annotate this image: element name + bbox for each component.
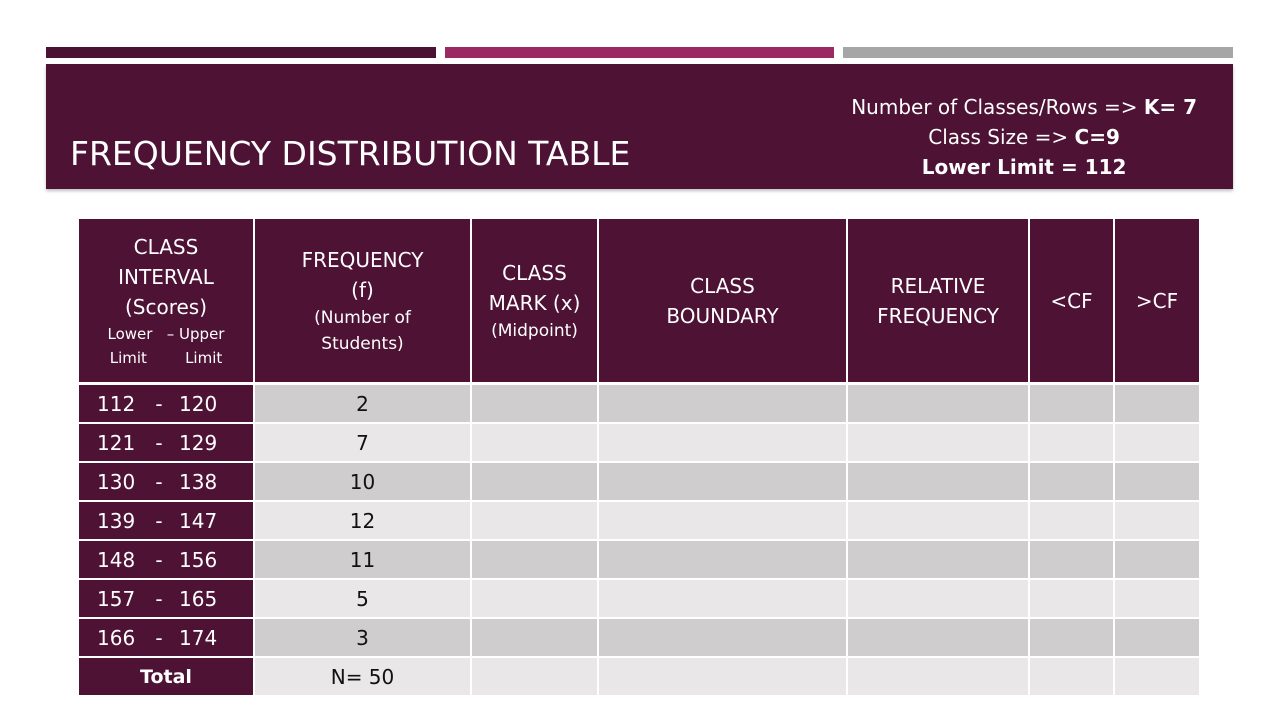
header-class-boundary-line1: CLASS <box>690 273 755 298</box>
frequency-cell: 7 <box>254 423 471 462</box>
relative-frequency-cell <box>847 579 1029 618</box>
relative-frequency-cell <box>847 423 1029 462</box>
table-row <box>79 501 1199 540</box>
greater-cf-cell <box>1114 423 1199 462</box>
relative-frequency-cell <box>847 618 1029 657</box>
greater-cf-cell <box>1114 501 1199 540</box>
greater-cf-cell <box>1114 657 1199 696</box>
interval-dash: - <box>155 508 163 533</box>
total-frequency: N= 50 <box>254 657 471 696</box>
header-class-mark-line1: CLASS <box>502 260 567 285</box>
info-size-line <box>851 122 1197 152</box>
header-dash: – <box>166 324 175 343</box>
table-row <box>79 579 1199 618</box>
class-boundary-cell <box>598 462 847 501</box>
class-mark-cell <box>471 501 598 540</box>
table-row <box>79 462 1199 501</box>
header-class-mark-line3: (Midpoint) <box>491 320 578 341</box>
lower-limit: 130 <box>97 469 136 494</box>
interval-dash: - <box>155 625 163 650</box>
header-class-interval <box>79 219 254 384</box>
greater-cf-cell <box>1114 579 1199 618</box>
less-cf-cell <box>1029 423 1114 462</box>
upper-limit: 174 <box>179 625 218 650</box>
header-relative-frequency <box>847 219 1029 384</box>
header-class-mark-line2: MARK (x) <box>488 290 581 315</box>
header-class-mark <box>471 219 598 384</box>
title-banner <box>46 64 1233 189</box>
header-frequency-line1: FREQUENCY <box>301 247 424 272</box>
less-cf-cell <box>1029 540 1114 579</box>
table-row <box>79 540 1199 579</box>
frequency-cell: 5 <box>254 579 471 618</box>
frequency-distribution-table <box>79 219 1199 697</box>
less-cf-cell <box>1029 384 1114 424</box>
class-boundary-cell <box>598 540 847 579</box>
header-less-cf: <CF <box>1029 219 1114 384</box>
less-cf-cell <box>1029 462 1114 501</box>
header-limit-2: Limit <box>185 348 223 367</box>
frequency-cell: 11 <box>254 540 471 579</box>
class-boundary-cell <box>598 618 847 657</box>
header-class-interval-line1: CLASS <box>133 234 199 259</box>
interval-dash: - <box>155 586 163 611</box>
greater-cf-cell <box>1114 618 1199 657</box>
table-row <box>79 618 1199 657</box>
header-relative-frequency-line2: FREQUENCY <box>877 303 999 328</box>
less-cf-cell <box>1029 618 1114 657</box>
upper-limit: 156 <box>179 547 218 572</box>
table-row <box>79 423 1199 462</box>
frequency-cell: 2 <box>254 384 471 424</box>
table-row <box>79 384 1199 424</box>
header-frequency-line2: (f) <box>351 277 374 302</box>
class-mark-cell <box>471 579 598 618</box>
class-boundary-cell <box>598 384 847 424</box>
header-frequency <box>254 219 471 384</box>
class-interval-cell <box>79 462 254 501</box>
lower-limit: 112 <box>97 391 136 416</box>
header-limit-1: Limit <box>109 348 147 367</box>
total-label: Total <box>79 657 254 696</box>
lower-limit: 166 <box>97 625 136 650</box>
header-frequency-line3: (Number of <box>314 307 411 328</box>
class-interval-cell <box>79 579 254 618</box>
interval-dash: - <box>155 547 163 572</box>
class-interval-cell <box>79 423 254 462</box>
header-upper: Upper <box>179 324 225 343</box>
class-mark-cell <box>471 657 598 696</box>
class-boundary-cell <box>598 423 847 462</box>
header-class-interval-line2: INTERVAL <box>118 264 214 289</box>
frequency-table-container <box>79 219 1199 697</box>
upper-limit: 129 <box>179 430 218 455</box>
class-mark-cell <box>471 618 598 657</box>
class-interval-cell <box>79 618 254 657</box>
info-classes-label: Number of Classes/Rows => <box>851 95 1144 119</box>
lower-limit: 148 <box>97 547 136 572</box>
frequency-cell: 3 <box>254 618 471 657</box>
lower-limit: 157 <box>97 586 136 611</box>
total-row <box>79 657 1199 696</box>
info-size-value: C=9 <box>1074 125 1120 149</box>
info-lower-limit: Lower Limit = 112 <box>921 155 1127 179</box>
less-cf-cell <box>1029 579 1114 618</box>
greater-cf-cell <box>1114 462 1199 501</box>
greater-cf-cell <box>1114 540 1199 579</box>
header-class-interval-line3: (Scores) <box>124 294 208 319</box>
upper-limit: 147 <box>179 508 218 533</box>
header-class-boundary-line2: BOUNDARY <box>666 303 779 328</box>
relative-frequency-cell <box>847 462 1029 501</box>
top-stripe-magenta <box>445 47 834 58</box>
info-size-label: Class Size => <box>928 125 1075 149</box>
frequency-cell: 12 <box>254 501 471 540</box>
info-classes-value: K= 7 <box>1143 95 1197 119</box>
class-boundary-cell <box>598 579 847 618</box>
interval-dash: - <box>155 430 163 455</box>
class-boundary-cell <box>598 657 847 696</box>
class-boundary-cell <box>598 501 847 540</box>
lower-limit: 139 <box>97 508 136 533</box>
class-mark-cell <box>471 384 598 424</box>
header-frequency-line4: Students) <box>321 333 404 354</box>
relative-frequency-cell <box>847 384 1029 424</box>
class-interval-cell <box>79 540 254 579</box>
top-stripe-gray <box>843 47 1233 58</box>
relative-frequency-cell <box>847 540 1029 579</box>
upper-limit: 120 <box>179 391 218 416</box>
class-interval-cell <box>79 384 254 424</box>
class-mark-cell <box>471 540 598 579</box>
header-greater-cf: >CF <box>1114 219 1199 384</box>
header-relative-frequency-line1: RELATIVE <box>890 273 986 298</box>
class-interval-cell <box>79 501 254 540</box>
relative-frequency-cell <box>847 501 1029 540</box>
relative-frequency-cell <box>847 657 1029 696</box>
greater-cf-cell <box>1114 384 1199 424</box>
interval-dash: - <box>155 469 163 494</box>
interval-dash: - <box>155 391 163 416</box>
class-mark-cell <box>471 423 598 462</box>
top-stripe-dark <box>46 47 436 58</box>
header-limits-row1 <box>79 322 253 346</box>
frequency-cell: 10 <box>254 462 471 501</box>
upper-limit: 138 <box>179 469 218 494</box>
class-mark-cell <box>471 462 598 501</box>
less-cf-cell <box>1029 501 1114 540</box>
upper-limit: 165 <box>179 586 218 611</box>
less-cf-cell <box>1029 657 1114 696</box>
class-info <box>851 92 1197 182</box>
lower-limit: 121 <box>97 430 136 455</box>
header-class-boundary <box>598 219 847 384</box>
slide-title: FREQUENCY DISTRIBUTION TABLE <box>70 134 631 173</box>
table-header-row <box>79 219 1199 384</box>
header-lower: Lower <box>107 324 153 343</box>
header-limits-row2 <box>79 346 253 370</box>
info-classes-line <box>851 92 1197 122</box>
